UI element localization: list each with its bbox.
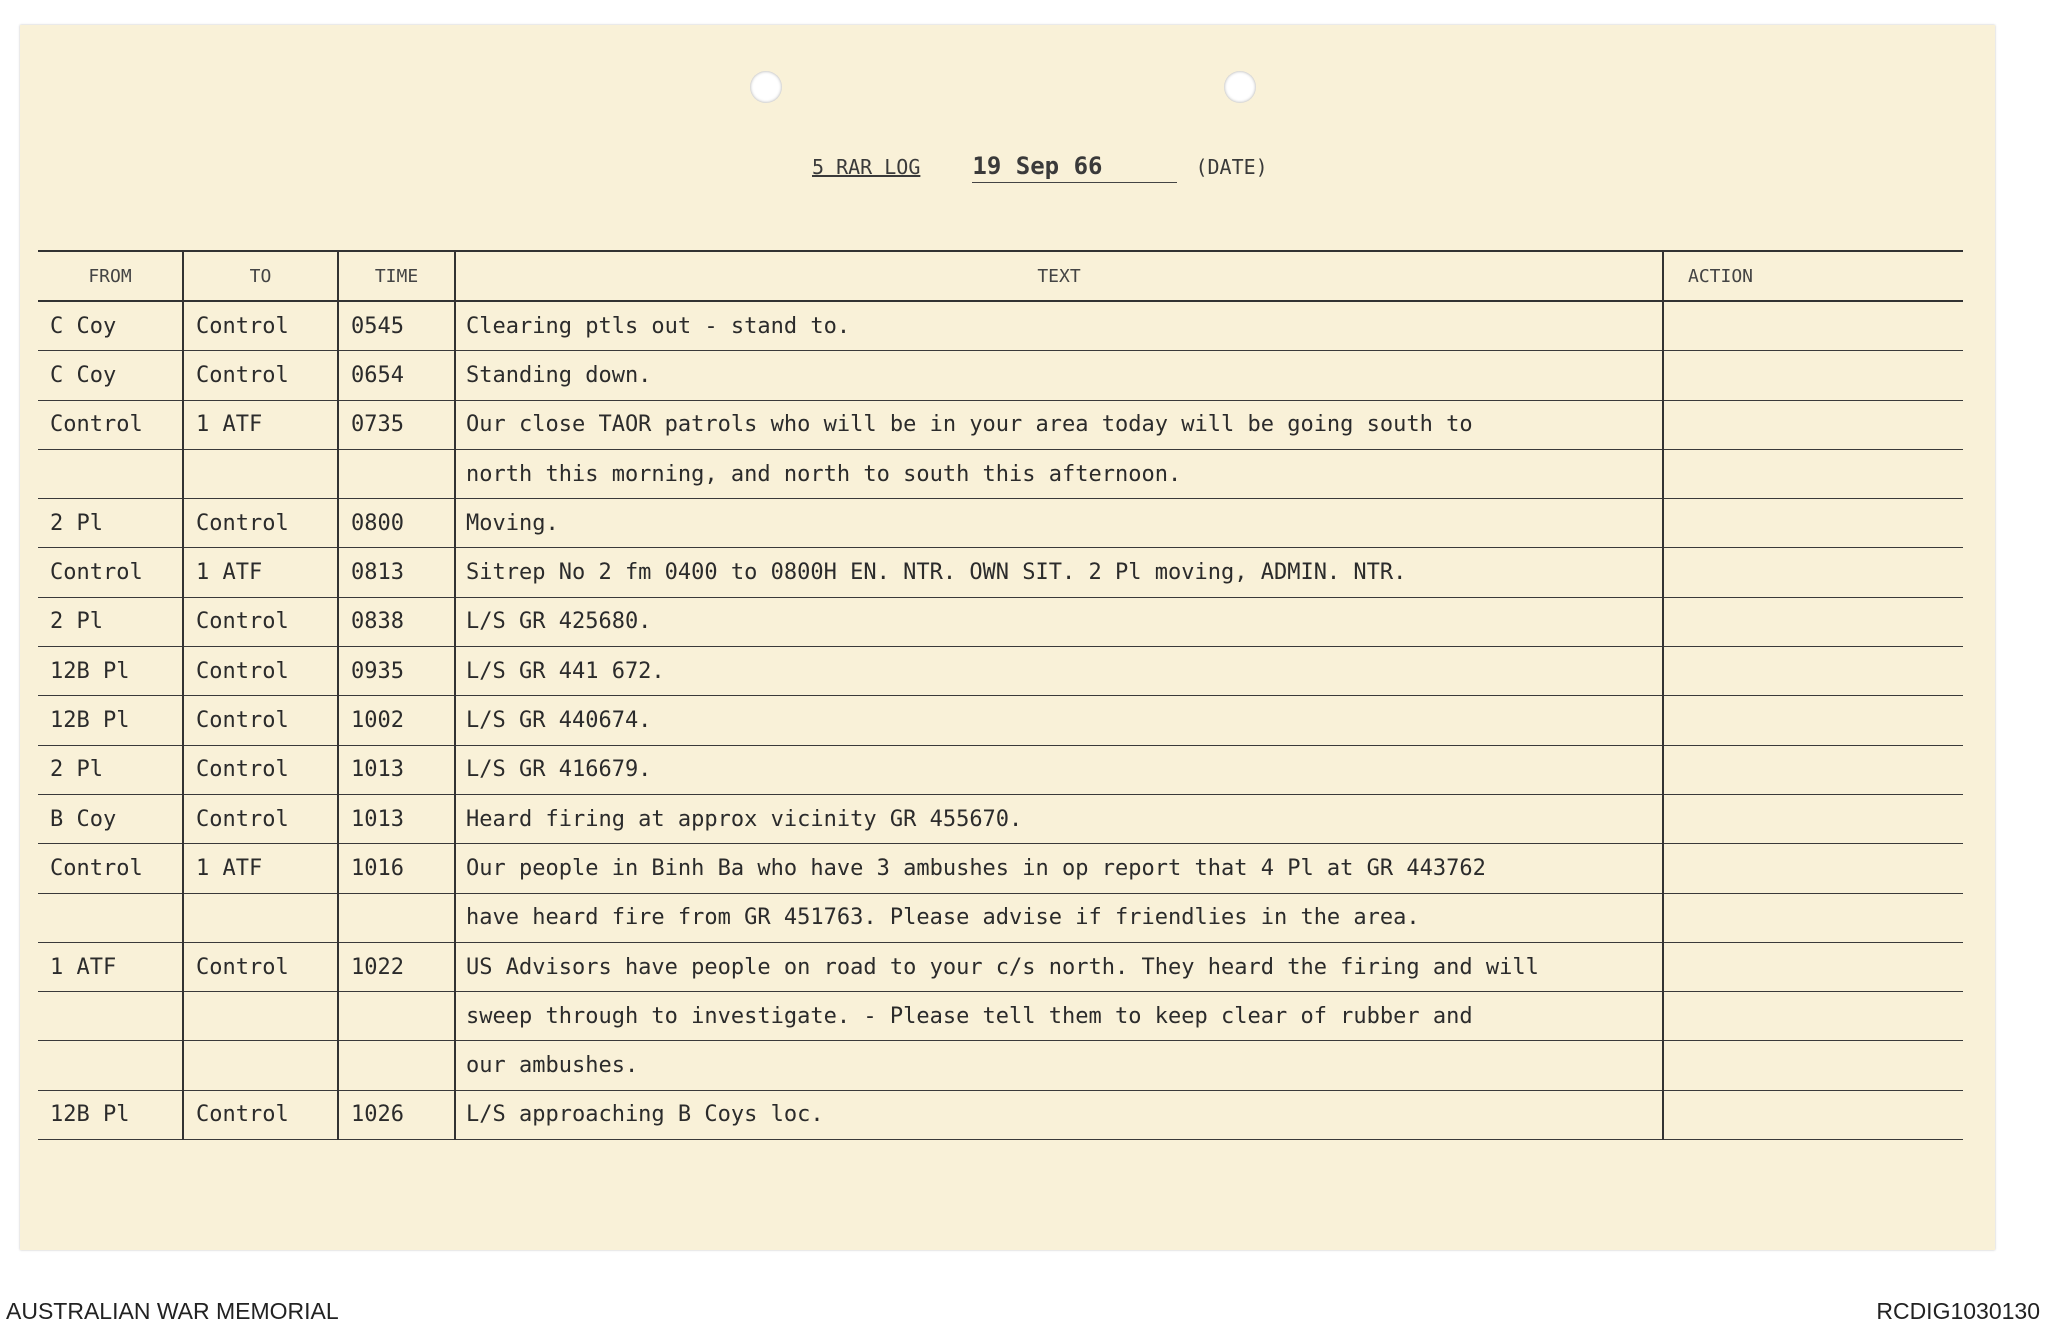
cell-from: C Coy — [38, 351, 183, 400]
cell-time: 0545 — [338, 301, 455, 351]
cell-text: Standing down. — [455, 351, 1663, 400]
table-row — [38, 597, 1963, 646]
cell-to: Control — [183, 301, 338, 351]
cell-to: Control — [183, 794, 338, 843]
cell-time — [338, 992, 455, 1041]
table-row — [38, 992, 1963, 1041]
cell-text: Moving. — [455, 499, 1663, 548]
table-row — [38, 745, 1963, 794]
column-header-time: TIME — [338, 251, 455, 301]
table-row — [38, 794, 1963, 843]
cell-action — [1663, 942, 1963, 991]
cell-to: Control — [183, 1090, 338, 1139]
cell-time — [338, 449, 455, 498]
cell-text: US Advisors have people on road to your c/s north. They heard the firing and will — [455, 942, 1663, 991]
cell-from: 2 Pl — [38, 745, 183, 794]
table-row — [38, 893, 1963, 942]
column-header-action: ACTION — [1663, 251, 1963, 301]
cell-to — [183, 449, 338, 498]
table-row — [38, 301, 1963, 351]
table-row — [38, 548, 1963, 597]
cell-to: Control — [183, 942, 338, 991]
cell-time: 1026 — [338, 1090, 455, 1139]
cell-action — [1663, 301, 1963, 351]
cell-from: 1 ATF — [38, 942, 183, 991]
cell-text: L/S GR 440674. — [455, 696, 1663, 745]
cell-to: 1 ATF — [183, 548, 338, 597]
cell-action — [1663, 400, 1963, 449]
cell-from: 2 Pl — [38, 499, 183, 548]
cell-to: Control — [183, 351, 338, 400]
cell-time: 0838 — [338, 597, 455, 646]
footer-record-id: RCDIG1030130 — [1876, 1298, 2040, 1324]
cell-action — [1663, 499, 1963, 548]
cell-time: 1013 — [338, 794, 455, 843]
cell-text: north this morning, and north to south this afternoon. — [455, 449, 1663, 498]
cell-text: L/S approaching B Coys loc. — [455, 1090, 1663, 1139]
cell-action — [1663, 1090, 1963, 1139]
cell-time: 1013 — [338, 745, 455, 794]
cell-action — [1663, 992, 1963, 1041]
cell-from: Control — [38, 400, 183, 449]
punch-hole-left — [750, 71, 782, 103]
cell-action — [1663, 893, 1963, 942]
cell-from — [38, 449, 183, 498]
cell-time: 0800 — [338, 499, 455, 548]
cell-to — [183, 1041, 338, 1090]
cell-text: Our people in Binh Ba who have 3 ambushes in op report that 4 Pl at GR 443762 — [455, 844, 1663, 893]
log-table — [38, 250, 1963, 1140]
cell-text: L/S GR 425680. — [455, 597, 1663, 646]
cell-to: Control — [183, 597, 338, 646]
table-row — [38, 499, 1963, 548]
cell-from: 12B Pl — [38, 696, 183, 745]
cell-from: Control — [38, 844, 183, 893]
cell-to: Control — [183, 696, 338, 745]
footer-credit: AUSTRALIAN WAR MEMORIAL — [6, 1298, 339, 1324]
cell-time: 1002 — [338, 696, 455, 745]
table-row — [38, 449, 1963, 498]
cell-from: B Coy — [38, 794, 183, 843]
table-row — [38, 647, 1963, 696]
cell-time — [338, 1041, 455, 1090]
cell-from — [38, 1041, 183, 1090]
log-heading — [812, 152, 1412, 192]
cell-text: our ambushes. — [455, 1041, 1663, 1090]
log-date: 19 Sep 66 — [972, 152, 1177, 183]
cell-time: 1016 — [338, 844, 455, 893]
table-row — [38, 400, 1963, 449]
cell-from — [38, 992, 183, 1041]
cell-to — [183, 893, 338, 942]
cell-action — [1663, 548, 1963, 597]
cell-action — [1663, 1041, 1963, 1090]
cell-action — [1663, 449, 1963, 498]
cell-text: Clearing ptls out - stand to. — [455, 301, 1663, 351]
header-row — [38, 251, 1963, 301]
cell-action — [1663, 794, 1963, 843]
cell-text: sweep through to investigate. - Please tell them to keep clear of rubber and — [455, 992, 1663, 1041]
column-header-text: TEXT — [455, 251, 1663, 301]
cell-from: 12B Pl — [38, 647, 183, 696]
cell-action — [1663, 745, 1963, 794]
log-body — [38, 301, 1963, 1140]
table-row — [38, 351, 1963, 400]
cell-time: 1022 — [338, 942, 455, 991]
cell-action — [1663, 696, 1963, 745]
cell-from: 2 Pl — [38, 597, 183, 646]
cell-action — [1663, 647, 1963, 696]
cell-text: Our close TAOR patrols who will be in your area today will be going south to — [455, 400, 1663, 449]
cell-text: Sitrep No 2 fm 0400 to 0800H EN. NTR. OWN SIT. 2 Pl moving, ADMIN. NTR. — [455, 548, 1663, 597]
cell-time: 0935 — [338, 647, 455, 696]
log-title: 5 RAR LOG — [812, 155, 921, 179]
cell-from: C Coy — [38, 301, 183, 351]
table-row — [38, 942, 1963, 991]
cell-text: Heard firing at approx vicinity GR 455670. — [455, 794, 1663, 843]
cell-to: 1 ATF — [183, 844, 338, 893]
date-label: (DATE) — [1195, 155, 1268, 179]
cell-text: have heard fire from GR 451763. Please advise if friendlies in the area. — [455, 893, 1663, 942]
cell-action — [1663, 597, 1963, 646]
punch-hole-right — [1224, 71, 1256, 103]
cell-to: 1 ATF — [183, 400, 338, 449]
table-row — [38, 696, 1963, 745]
table-row — [38, 844, 1963, 893]
table-row — [38, 1090, 1963, 1139]
cell-to: Control — [183, 499, 338, 548]
cell-text: L/S GR 416679. — [455, 745, 1663, 794]
column-header-from: FROM — [38, 251, 183, 301]
cell-to: Control — [183, 745, 338, 794]
table-row — [38, 1041, 1963, 1090]
cell-from: Control — [38, 548, 183, 597]
cell-text: L/S GR 441 672. — [455, 647, 1663, 696]
cell-time: 0735 — [338, 400, 455, 449]
cell-to — [183, 992, 338, 1041]
cell-from — [38, 893, 183, 942]
column-header-to: TO — [183, 251, 338, 301]
cell-to: Control — [183, 647, 338, 696]
cell-time: 0813 — [338, 548, 455, 597]
cell-action — [1663, 351, 1963, 400]
cell-time — [338, 893, 455, 942]
cell-action — [1663, 844, 1963, 893]
cell-from: 12B Pl — [38, 1090, 183, 1139]
cell-time: 0654 — [338, 351, 455, 400]
